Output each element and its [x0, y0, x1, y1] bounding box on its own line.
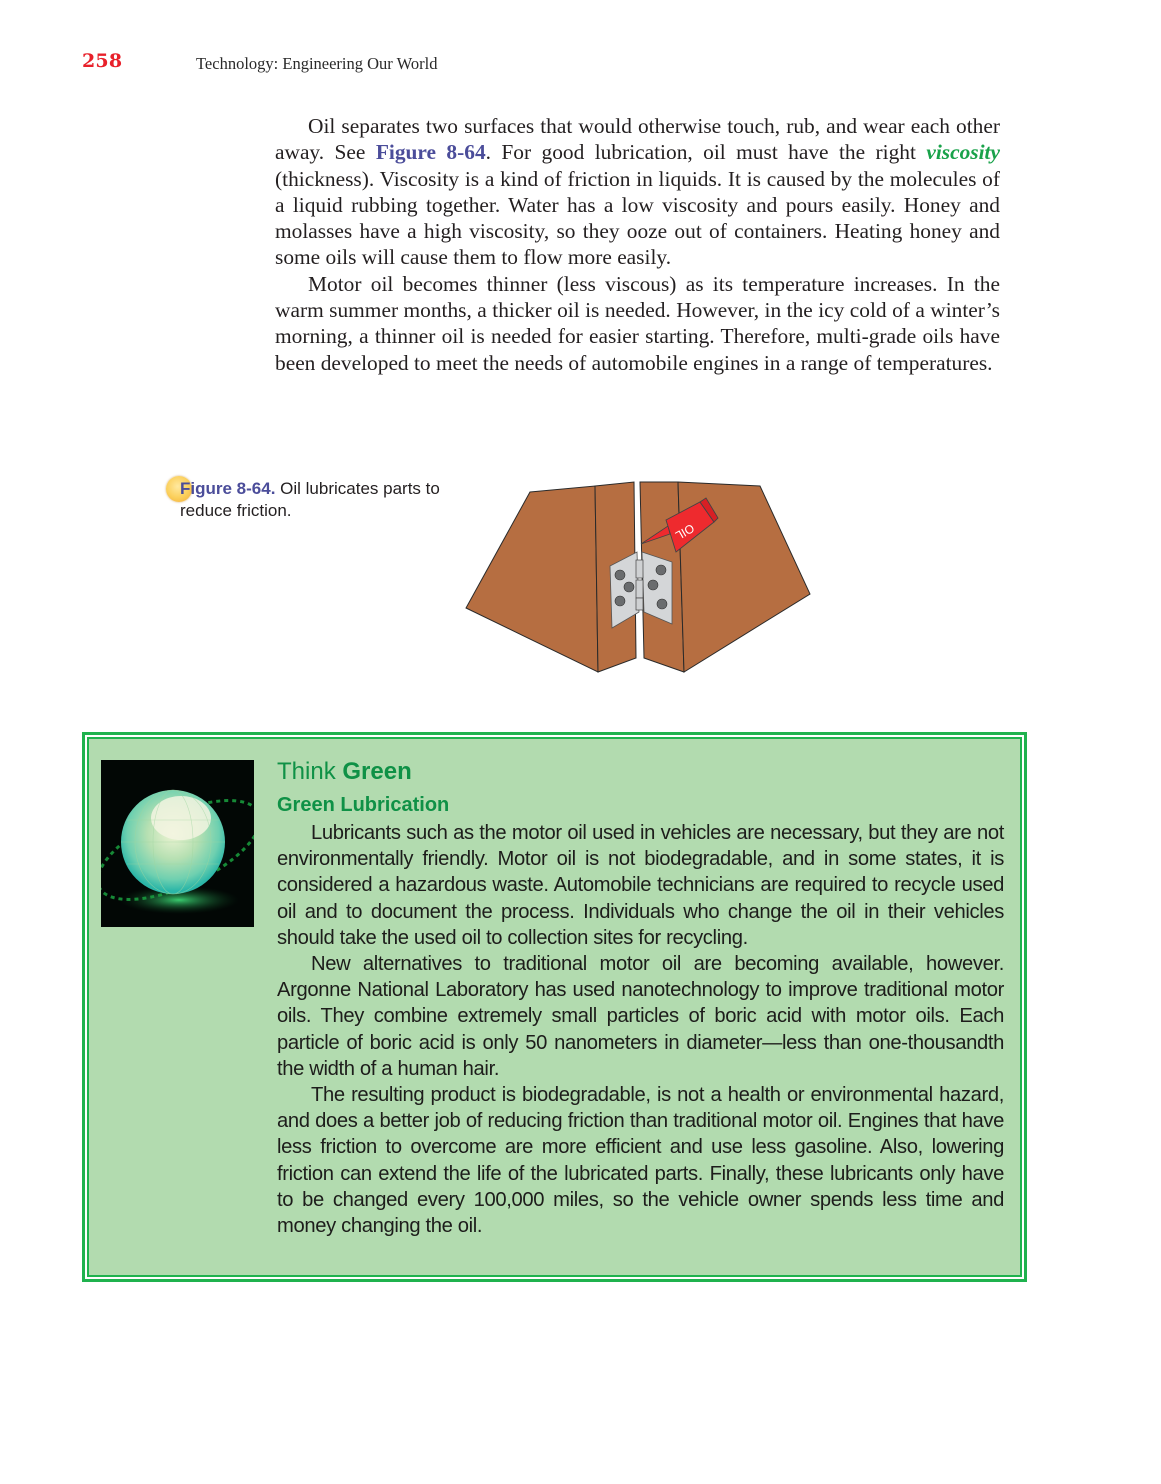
- think-green-paragraph: The resulting product is biodegradable, is not a health or environmental hazard, and does a better job of reducing friction than traditional motor oil. Engines that have less friction to overcome are more efficient and use less gasoline. Also, lowering friction can extend the life of the lubricated parts. Finally, these lubricants only have to be changed every 100,000 miles, so the vehicle owner spends less time and money changing the oil.: [277, 1084, 1004, 1238]
- body-text: [275, 113, 1000, 376]
- hinge-oil-illustration: [462, 476, 814, 680]
- title-light: Think: [277, 758, 343, 785]
- caption-text: Oil lubricates parts to reduce friction.: [180, 479, 440, 520]
- text-segment: Oil separates two surfaces that would otherwise touch, rub, and wear each other away. See: [275, 114, 1000, 165]
- svg-text:OIL: OIL: [672, 520, 697, 543]
- think-green-subtitle: Green Lubrication: [277, 794, 450, 816]
- left-board: [466, 486, 598, 672]
- page-number: 258: [82, 50, 123, 72]
- think-green-title: [277, 758, 412, 786]
- figure-label: Figure 8-64.: [180, 479, 276, 498]
- running-head-title: Technology: Engineering Our World: [196, 54, 438, 73]
- glowing-globe-image: [101, 760, 254, 927]
- think-green-paragraph: Lubricants such as the motor oil used in vehicles are necessary, but they are not environmentally friendly. Motor oil is not biodegradable, and in some states, it is considered a hazardous waste. Automobile technicians are required to recycle used oil and to document the process. Individuals who change the oil in their vehicles should take the used oil to collection sites for recycling.: [277, 822, 1004, 949]
- key-term-viscosity: viscosity: [926, 140, 1000, 165]
- figure-caption: [168, 478, 458, 522]
- think-green-body: [277, 820, 1004, 1239]
- think-green-sidebar: [82, 732, 1027, 1282]
- text-segment: . For good lubrication, oil must have the right: [485, 140, 927, 165]
- paragraph-lubrication: [275, 113, 1000, 271]
- text-segment: (thickness). Viscosity is a kind of friction in liquids. It is caused by the molecules of a liquid rubbing together. Water has a low viscosity and pours easily. Honey and molasses have a high viscosity, so they ooze out of containers. Heating honey and some oils will cause them to flow more easily.: [275, 166, 1000, 270]
- figure-reference-link[interactable]: Figure 8-64: [375, 140, 486, 165]
- paragraph-motor-oil: Motor oil becomes thinner (less viscous) as its temperature increases. In the warm summer months, a thicker oil is needed. However, in the icy cold of a winter’s morning, a thinner oil is needed for easier starting. Therefore, multi-grade oils have been developed to meet the needs of automobile engines in a range of temperatures.: [275, 271, 1000, 375]
- think-green-panel: [87, 737, 1022, 1277]
- title-bold: Green: [342, 758, 412, 785]
- think-green-paragraph: New alternatives to traditional motor oil are becoming available, however. Argonne National Laboratory has used nanotechnology to improve traditional motor oils. They combine extremely small particles of boric acid with motor oils. Each particle of boric acid is only 50 nanometers in diameter—less than one-thousandth the width of a human hair.: [277, 953, 1004, 1080]
